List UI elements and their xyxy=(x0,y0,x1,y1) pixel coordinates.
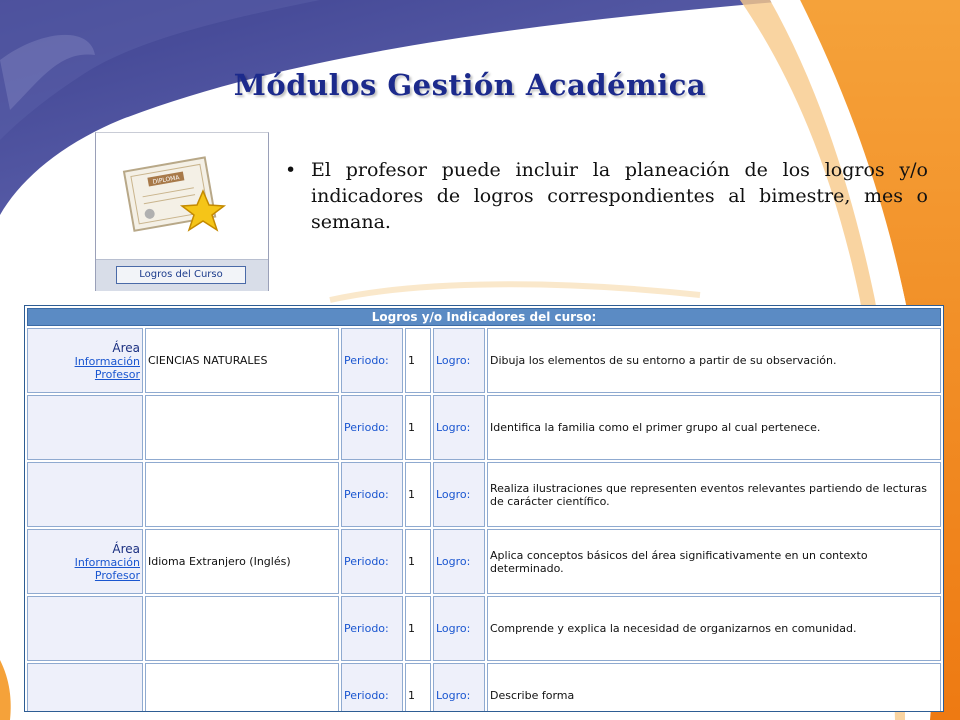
area-cell xyxy=(27,328,143,393)
bullet-dot: • xyxy=(285,159,297,181)
slide-title: Módulos Gestión Académica xyxy=(233,68,707,102)
logro-text: Comprende y explica la necesidad de organizarnos en comunidad. xyxy=(487,596,941,661)
logros-table-body xyxy=(27,328,941,712)
bullet-point xyxy=(285,157,928,235)
periodo-label: Periodo: xyxy=(341,596,403,661)
diploma-star-icon xyxy=(121,151,231,241)
periodo-value: 1 xyxy=(405,596,431,661)
periodo-value: 1 xyxy=(405,395,431,460)
logro-label: Logro: xyxy=(433,328,485,393)
table-header: Logros y/o Indicadores del curso: xyxy=(27,308,941,326)
diploma-label: DIPLOMA xyxy=(152,174,181,186)
periodo-label: Periodo: xyxy=(341,529,403,594)
subject-cell: Idioma Extranjero (Inglés) xyxy=(145,529,339,594)
table-row xyxy=(27,395,941,460)
logros-thumbnail xyxy=(95,132,269,291)
logro-label: Logro: xyxy=(433,663,485,712)
profesor-link[interactable]: Profesor xyxy=(94,568,140,582)
logro-label: Logro: xyxy=(433,529,485,594)
area-label: Área xyxy=(112,340,140,355)
periodo-label: Periodo: xyxy=(341,663,403,712)
area-cell xyxy=(27,462,143,527)
subject-cell xyxy=(145,462,339,527)
logros-del-curso-button[interactable]: Logros del Curso xyxy=(116,266,246,284)
logro-text: Aplica conceptos básicos del área significativamente en un contexto determinado. xyxy=(487,529,941,594)
area-cell xyxy=(27,596,143,661)
logro-text: Identifica la familia como el primer grupo al cual pertenece. xyxy=(487,395,941,460)
periodo-value: 1 xyxy=(405,529,431,594)
logro-text: Dibuja los elementos de su entorno a partir de su observación. xyxy=(487,328,941,393)
area-label: Área xyxy=(112,541,140,556)
table-row xyxy=(27,596,941,661)
subject-cell: CIENCIAS NATURALES xyxy=(145,328,339,393)
table-row xyxy=(27,529,941,594)
area-cell xyxy=(27,395,143,460)
table-row xyxy=(27,462,941,527)
periodo-value: 1 xyxy=(405,328,431,393)
periodo-value: 1 xyxy=(405,462,431,527)
logros-table xyxy=(25,306,943,712)
periodo-label: Periodo: xyxy=(341,328,403,393)
area-cell xyxy=(27,663,143,712)
subject-cell xyxy=(145,395,339,460)
table-row xyxy=(27,328,941,393)
thumbnail-toolbar xyxy=(96,259,268,291)
area-cell xyxy=(27,529,143,594)
table-row xyxy=(27,663,941,712)
periodo-value: 1 xyxy=(405,663,431,712)
logro-text: Realiza ilustraciones que representen eventos relevantes partiendo de lecturas de carácter científico. xyxy=(487,462,941,527)
subject-cell xyxy=(145,596,339,661)
informacion-link[interactable]: Información xyxy=(74,555,140,569)
periodo-label: Periodo: xyxy=(341,462,403,527)
periodo-label: Periodo: xyxy=(341,395,403,460)
bullet-text: El profesor puede incluir la planeación de los logros y/o indicadores de logros correspondientes al bimestre, mes o semana. xyxy=(311,159,928,233)
profesor-link[interactable]: Profesor xyxy=(94,367,140,381)
logro-label: Logro: xyxy=(433,395,485,460)
logro-label: Logro: xyxy=(433,462,485,527)
logros-table-screenshot xyxy=(24,305,944,712)
subject-cell xyxy=(145,663,339,712)
informacion-link[interactable]: Información xyxy=(74,354,140,368)
logro-text: Describe forma xyxy=(487,663,941,712)
logro-label: Logro: xyxy=(433,596,485,661)
